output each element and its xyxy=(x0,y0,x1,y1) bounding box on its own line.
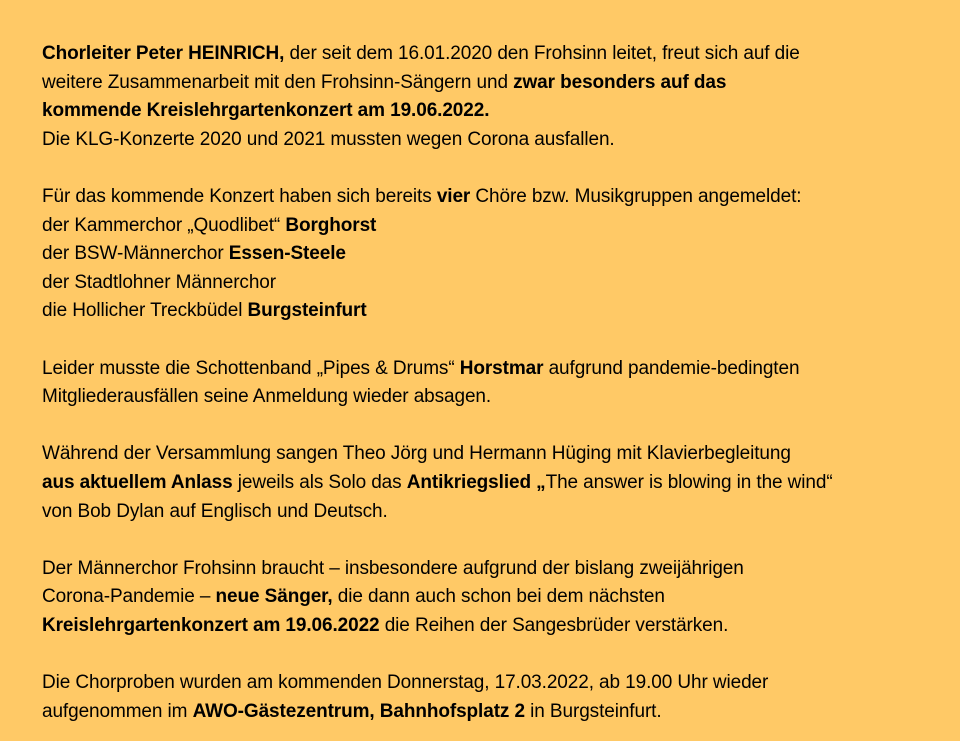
paragraph xyxy=(42,669,954,726)
paragraph xyxy=(42,40,954,154)
paragraph xyxy=(42,355,954,412)
text-segment: Während der Versammlung sangen Theo Jörg und Hermann Hüging mit Klavierbegleitung xyxy=(42,443,791,465)
bold-text: aus aktuellem Anlass xyxy=(42,471,233,493)
text-segment: Leider musste die Schottenband „Pipes & Drums“ xyxy=(42,357,460,379)
bold-text: Antikriegslied „ xyxy=(406,471,546,493)
text-line xyxy=(42,212,954,241)
text-segment: von Bob Dylan auf Englisch und Deutsch. xyxy=(42,500,388,522)
text-line xyxy=(42,469,954,498)
text-line xyxy=(42,555,954,584)
bold-text: Burgsteinfurt xyxy=(247,300,367,322)
text-line xyxy=(42,669,954,698)
text-line xyxy=(42,69,954,98)
bold-text: Essen-Steele xyxy=(228,243,346,265)
bold-text: Borghorst xyxy=(285,214,377,236)
text-line xyxy=(42,97,954,126)
bold-text: vier xyxy=(436,185,471,207)
paragraph xyxy=(42,555,954,641)
text-segment: Die KLG-Konzerte 2020 und 2021 mussten wegen Corona ausfallen. xyxy=(42,128,615,150)
text-segment: aufgenommen im xyxy=(42,700,193,722)
text-segment: Für das kommende Konzert haben sich bereits xyxy=(42,185,437,207)
text-segment: der seit dem 16.01.2020 den Frohsinn leitet, freut sich auf die xyxy=(284,43,800,64)
text-segment: Chöre bzw. Musikgruppen angemeldet: xyxy=(470,185,802,207)
text-segment: die dann auch schon bei dem nächsten xyxy=(332,586,665,608)
text-segment: aufgrund pandemie-bedingten xyxy=(543,357,800,379)
bold-text: Kreislehrgartenkonzert am 19.06.2022 xyxy=(42,614,380,636)
bold-text: kommende Kreislehrgartenkonzert am 19.06.2022. xyxy=(42,100,490,122)
text-line xyxy=(42,583,954,612)
text-line xyxy=(42,355,954,384)
bold-text: neue Sänger, xyxy=(215,586,333,608)
bold-text: zwar besonders auf das xyxy=(513,71,727,93)
text-segment: Mitgliederausfällen seine Anmeldung wieder absagen. xyxy=(42,386,492,408)
text-line xyxy=(42,126,954,155)
text-line xyxy=(42,498,954,527)
document-body xyxy=(42,40,954,726)
bold-text: Horstmar xyxy=(459,357,544,379)
text-segment: The answer is blowing in the wind“ xyxy=(545,471,833,493)
text-line xyxy=(42,297,954,326)
text-line xyxy=(42,698,954,727)
text-line xyxy=(42,612,954,641)
paragraph xyxy=(42,183,954,326)
text-segment: der BSW-Männerchor xyxy=(42,243,229,265)
text-segment: weitere Zusammenarbeit mit den Frohsinn-Sängern und xyxy=(42,71,514,93)
text-segment: Der Männerchor Frohsinn braucht – insbesondere aufgrund der bislang zweijährigen xyxy=(42,557,744,579)
text-line xyxy=(42,440,954,469)
bold-text: Chorleiter Peter HEINRICH, xyxy=(42,43,285,64)
text-line xyxy=(42,269,954,298)
bold-text: AWO-Gästezentrum, Bahnhofsplatz 2 xyxy=(192,700,525,722)
text-line xyxy=(42,183,954,212)
text-segment: jeweils als Solo das xyxy=(232,471,407,493)
text-segment: der Kammerchor „Quodlibet“ xyxy=(42,214,286,236)
text-segment: in Burgsteinfurt. xyxy=(524,700,662,722)
text-line xyxy=(42,240,954,269)
text-segment: die Reihen der Sangesbrüder verstärken. xyxy=(379,614,729,636)
text-line xyxy=(42,383,954,412)
text-line xyxy=(42,40,954,69)
text-segment: Die Chorproben wurden am kommenden Donnerstag, 17.03.2022, ab 19.00 Uhr wieder xyxy=(42,672,769,694)
paragraph xyxy=(42,440,954,526)
text-segment: der Stadtlohner Männerchor xyxy=(42,271,276,293)
text-segment: Corona-Pandemie – xyxy=(42,586,216,608)
text-segment: die Hollicher Treckbüdel xyxy=(42,300,248,322)
